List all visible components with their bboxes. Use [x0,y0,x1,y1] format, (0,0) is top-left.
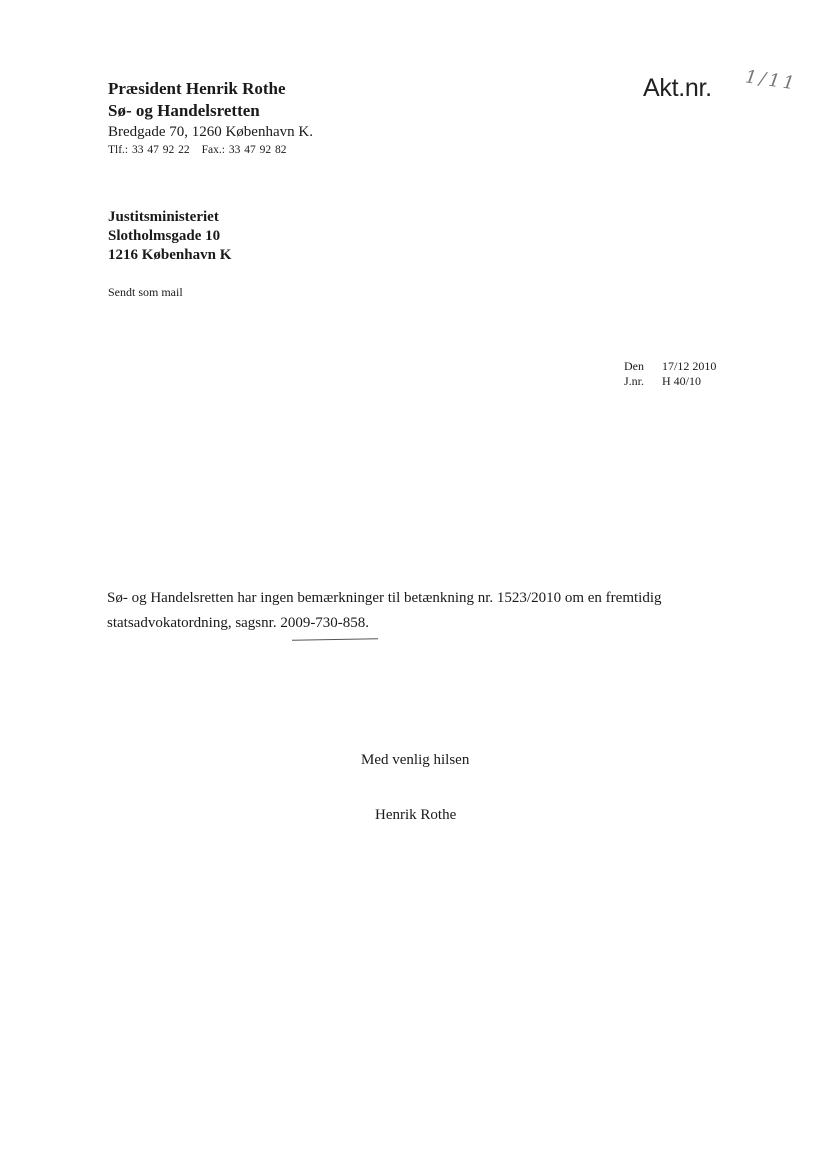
sender-fax: Fax.: 33 47 92 82 [201,144,287,156]
sent-note: Sendt som mail [108,285,183,299]
recipient-block [108,208,231,265]
sender-court: Sø- og Handelsretten [108,101,260,120]
body-paragraph: Sø- og Handelsretten har ingen bemærkninger til betænkning nr. 1523/2010 om en fremtidig statsadvokatordning, sagsnr. 2009-730-858. [107,590,662,631]
sender-block [108,78,313,158]
recipient-line-2: Slotholmsgade 10 [108,228,221,244]
handwritten-underline [292,638,378,641]
jnr-value: H 40/10 [662,374,701,388]
date-label: Den [624,359,644,373]
reference-block [624,359,716,389]
signature-name: Henrik Rothe [375,807,457,823]
sender-name: Præsident Henrik Rothe [108,79,286,98]
recipient-line-1: Justitsministeriet [108,209,219,225]
recipient-line-3: 1216 København K [108,247,232,263]
akt-number-stamp: Akt.nr. [643,74,712,102]
jnr-row [624,374,716,389]
akt-number-handwritten: 1/11 [743,66,799,95]
closing-salutation: Med venlig hilsen [361,752,470,768]
sender-phone: Tlf.: 33 47 92 22 [108,144,190,156]
sender-contact [108,142,313,158]
sender-address: Bredgade 70, 1260 København K. [108,124,313,140]
jnr-label: J.nr. [624,374,645,388]
date-value: 17/12 2010 [662,359,717,373]
date-row [624,359,716,374]
